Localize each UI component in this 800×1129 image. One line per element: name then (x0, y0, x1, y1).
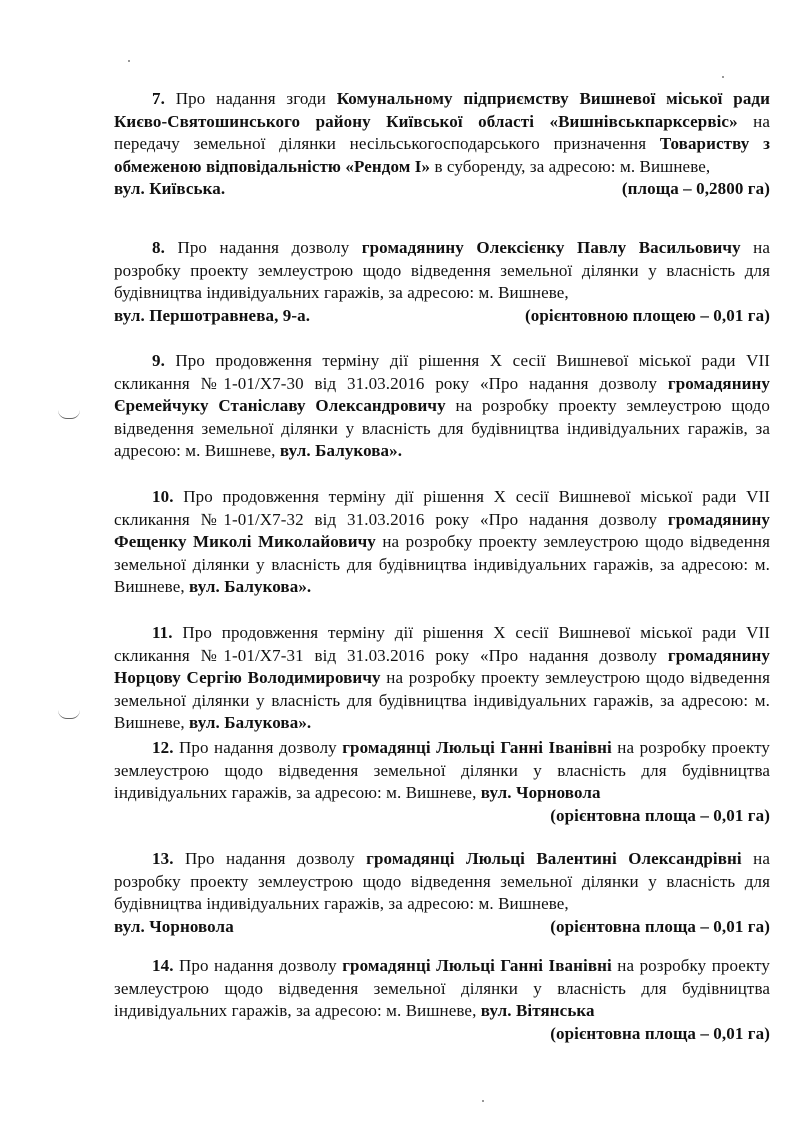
scan-dot (128, 60, 130, 62)
list-item-7 (114, 88, 770, 201)
list-item-11 (114, 622, 770, 735)
list-item-13 (114, 848, 770, 938)
item-bold-text: Комунальному підприємству Вишневої міської ради Києво-Святошинського району Київської області «Вишнівськпарксервіс» (114, 89, 771, 131)
item-text: Про надання згоди (175, 89, 337, 108)
item-text: на розробку проекту землеустрою щодо відведення земельної ділянки у власність для будівництва індивідуальних гаражів, за адресою: м. Вишневе, (114, 956, 770, 1020)
scan-mark (58, 710, 80, 719)
item-number: 8. (152, 238, 165, 257)
street-name: вул. Першотравнева, 9-а. (114, 305, 311, 325)
area-value: (орієнтовна площа – 0,01 га) (550, 805, 770, 825)
address-line (114, 178, 770, 201)
item-text: на розробку проекту землеустрою щодо відведення земельної ділянки у власність для будівництва індивідуальних гаражів, за адресою: м. Вишневе, (114, 849, 770, 913)
item-text: Про надання дозволу (179, 738, 343, 757)
list-item-8 (114, 237, 770, 327)
item-bold-text: громадянину Фещенку Миколі Миколайовичу (114, 509, 770, 551)
item-text: Про надання дозволу (179, 956, 343, 975)
address-line (114, 916, 770, 939)
street-name: вул. Чорновола (114, 916, 234, 936)
street-name: вул. Вітянська (480, 1001, 595, 1020)
scan-dot (722, 76, 724, 78)
item-bold-text: громадянину Єремейчуку Станіславу Олександровичу (114, 373, 770, 415)
item-bold-text: громадянину Олексієнку Павлу Васильовичу (361, 238, 741, 257)
item-text: в суборенду, за адресою: м. Вишневе, (430, 156, 711, 176)
scan-dot (482, 1100, 484, 1102)
item-number: 10. (152, 487, 174, 506)
item-text: Про продовження терміну дії рішення Х сесії Вишневої міської ради VII скликання №1-01/Х7-30 від 31.03.2016 року «Про надання дозволу (114, 351, 770, 393)
item-number: 14. (152, 956, 174, 975)
item-bold-text: громадянці Люльці Ганні Іванівні (342, 738, 612, 757)
area-value: (площа – 0,2800 га) (621, 179, 770, 198)
item-bold-text: громадянці Люльці Ганні Іванівні (342, 956, 612, 975)
area-value: (орієнтовна площа – 0,01 га) (550, 916, 770, 936)
item-number: 12. (152, 738, 174, 757)
item-text: Про продовження терміну дії рішення Х сесії Вишневої міської ради VII скликання №1-01/Х7-31 від 31.03.2016 року «Про надання дозволу (114, 623, 770, 665)
list-item-9 (114, 350, 770, 463)
item-bold-text: громадянці Люльці Валентині Олександрівні (366, 849, 742, 868)
item-number: 9. (152, 351, 165, 370)
item-number: 7. (152, 89, 165, 108)
street-name: вул. Балукова». (189, 713, 312, 732)
item-number: 13. (152, 849, 174, 868)
item-text: Про надання дозволу (177, 238, 362, 257)
area-value: (орієнтовною площею – 0,01 га) (524, 305, 770, 325)
item-text: Про надання дозволу (185, 849, 367, 868)
street-name: вул. Київська. (114, 179, 226, 198)
item-text: на розробку проекту землеустрою щодо відведення земельної ділянки у власність для будівництва індивідуальних гаражів, за адресою: м. Вишневе, (114, 396, 770, 460)
area-value: (орієнтовна площа – 0,01 га) (550, 1023, 770, 1043)
item-text: на розробку проекту землеустрою щодо відведення земельної ділянки у власність для будівництва індивідуальних гаражів, за адресою: м. Вишневе, (114, 238, 771, 302)
item-number: 11. (152, 623, 173, 642)
item-text: на розробку проекту землеустрою щодо відведення земельної ділянки у власність для будівництва індивідуальних гаражів, за адресою: м. Вишневе, (114, 738, 770, 802)
list-item-14 (114, 955, 770, 1045)
item-text: на передачу земельної ділянки несільськогосподарського призначення (114, 111, 770, 153)
item-text: на розробку проекту землеустрою щодо відведення земельної ділянки у власність для будівництва індивідуальних гаражів, за адресою: м. Вишневе, (114, 532, 771, 596)
scan-mark (58, 410, 80, 419)
item-text: на розробку проекту землеустрою щодо відведення земельної ділянки у власність для будівництва індивідуальних гаражів, за адресою: м. Вишневе, (114, 668, 771, 732)
street-name: вул. Балукова». (279, 441, 403, 460)
item-bold-text: Товариству з обмеженою відповідальністю «Рендом І» (114, 134, 771, 176)
item-text: Про продовження терміну дії рішення Х сесії Вишневої міської ради VII скликання №1-01/Х7-32 від 31.03.2016 року «Про надання дозволу (114, 487, 770, 529)
list-item-10 (114, 486, 770, 599)
street-name: вул. Балукова». (189, 577, 312, 596)
list-item-12 (114, 737, 770, 827)
address-line (114, 305, 770, 328)
item-bold-text: громадянину Норцову Сергію Володимировичу (114, 645, 770, 687)
street-name: вул. Чорновола (480, 783, 601, 802)
